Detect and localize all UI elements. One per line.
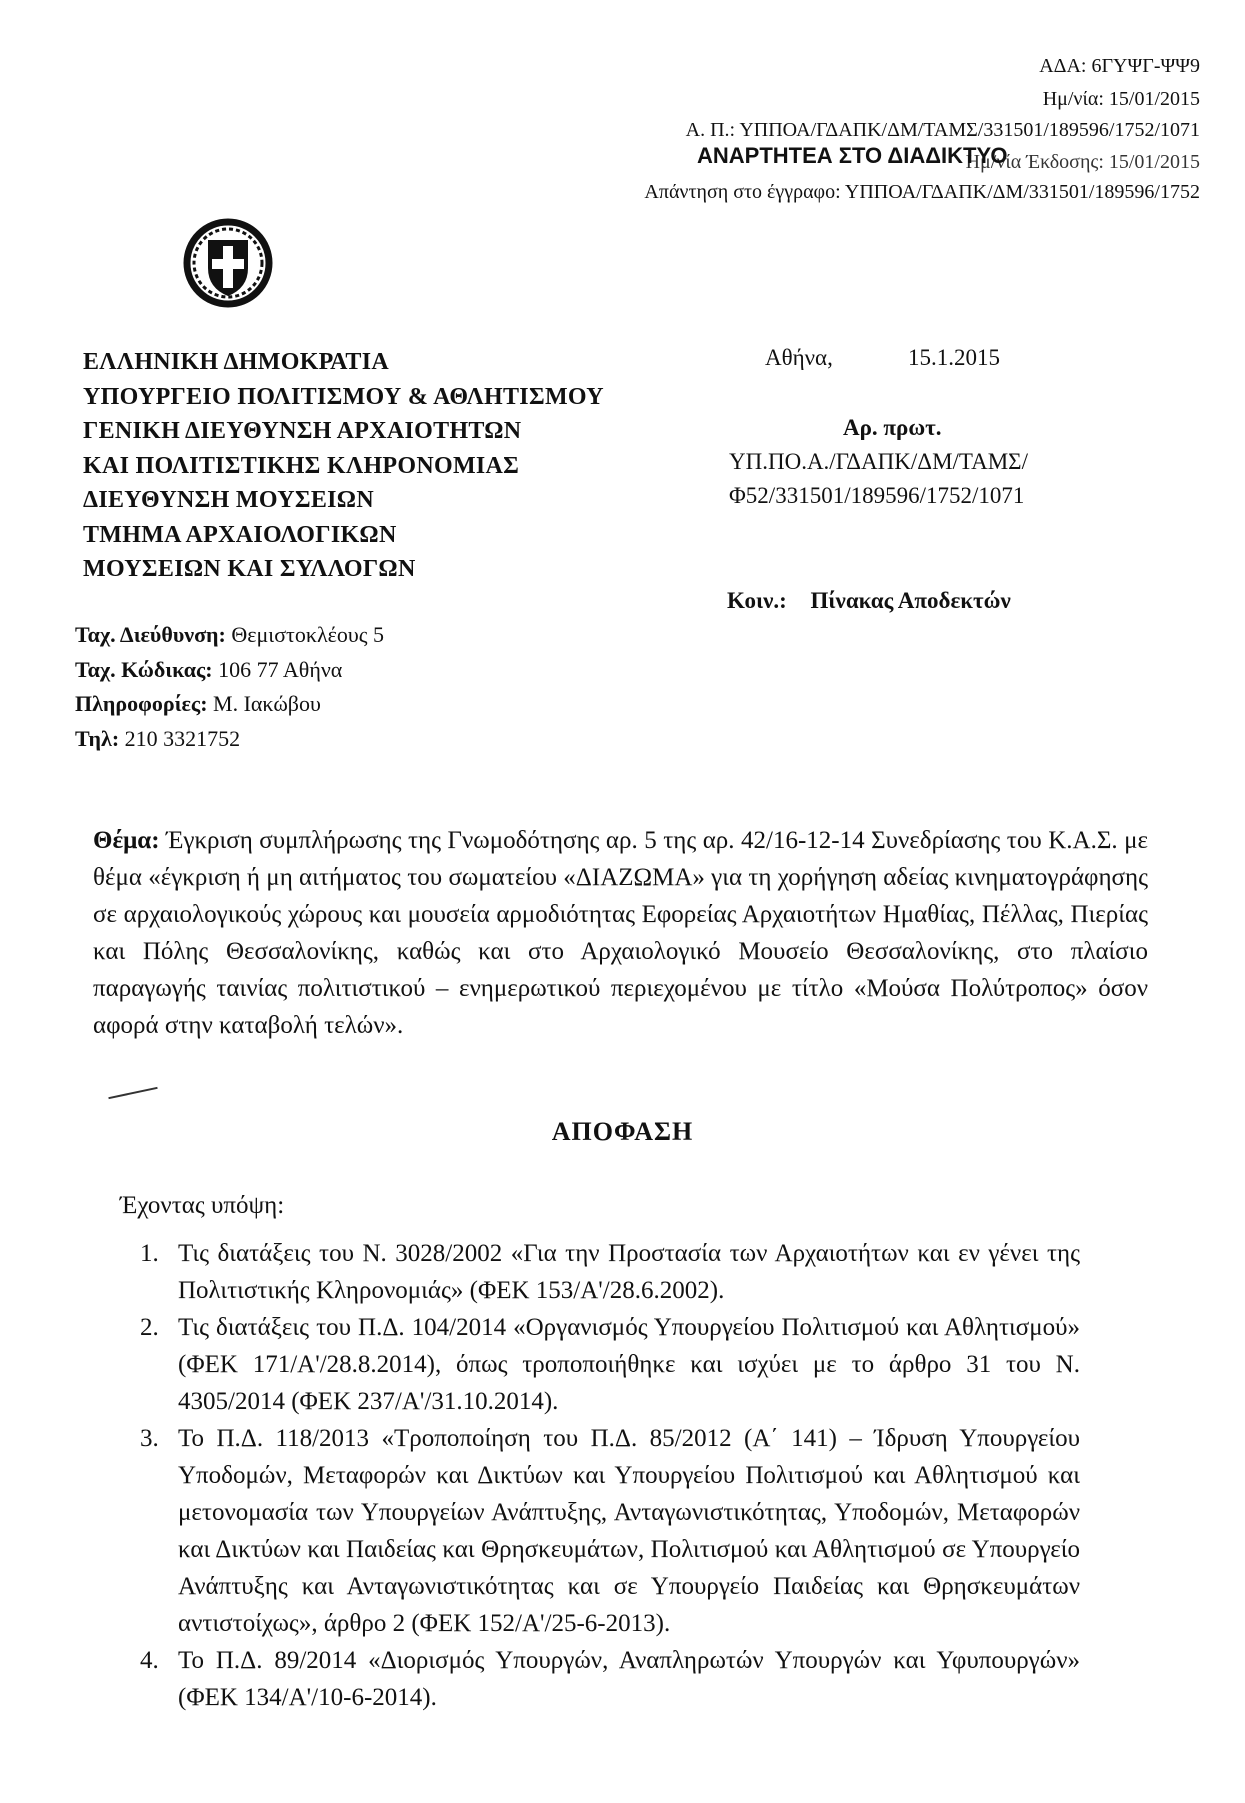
item-number: 1. <box>140 1240 159 1267</box>
ministry-line: ΓΕΝΙΚΗ ΔΙΕΥΘΥΝΣΗ ΑΡΧΑΙΟΤΗΤΩΝ <box>83 418 522 444</box>
protocol-label: Αρ. πρωτ. <box>843 415 942 440</box>
reply-reference: Απάντηση στο έγγραφο: ΥΠΠΟΑ/ΓΔΑΠΚ/ΔΜ/331501/189596/1752 <box>644 181 1200 203</box>
info-value: Μ. Ιακώβου <box>213 691 321 716</box>
item-number: 2. <box>140 1314 159 1341</box>
considerations-list <box>140 1235 1080 1716</box>
cc-line <box>727 588 1011 614</box>
item-text: Τις διατάξεις του Π.Δ. 104/2014 «Οργανισμός Υπουργείου Πολιτισμού και Αθλητισμού» (ΦΕΚ 171/Α'/28.8.2014), όπως τροποποιήθηκε και ισχύει με το άρθρο 31 του Ν. 4305/2014 (ΦΕΚ 237/Α'/31.10.2014). <box>178 1314 1080 1415</box>
list-item <box>140 1420 1080 1642</box>
address-label: Ταχ. Διεύθυνση: <box>75 622 226 647</box>
post-notice: ΑΝΑΡΤΗΤΕΑ ΣΤΟ ΔΙΑΔΙΚΤΥΟ <box>697 143 1008 168</box>
item-text: Τις διατάξεις του Ν. 3028/2002 «Για την Προστασία των Αρχαιοτήτων και εν γένει της Πολιτιστικής Κληρονομιάς» (ΦΕΚ 153/Α'/28.6.2002). <box>178 1240 1080 1304</box>
issue-date: Ημ/νία Έκδοσης: 15/01/2015 <box>965 151 1200 173</box>
subject-label: Θέμα: <box>93 827 160 854</box>
item-text: Το Π.Δ. 118/2013 «Τροποποίηση του Π.Δ. 85/2012 (Α΄ 141) – Ίδρυση Υπουργείου Υποδομών, Μεταφορών και Δικτύων και Υπουργείου Πολιτισμού και Αθλητισμού και μετονομασία των Υπουργείων Ανάπτυξης, Ανταγωνιστικότητας, Υποδομών, Μεταφορών και Δικτύων και Παιδείας και Θρησκευμάτων, Πολιτισμού και Αθλητισμού σε Υπουργείο Ανάπτυξης και Ανταγωνιστικότητας και σε Υπουργείο Παιδείας και Θρησκευμάτων αντιστοίχως», άρθρο 2 (ΦΕΚ 152/Α'/25-6-2013). <box>178 1425 1080 1637</box>
ministry-line: ΤΜΗΜΑ ΑΡΧΑΙΟΛΟΓΙΚΩΝ <box>83 521 397 548</box>
greek-coat-of-arms-emblem <box>183 218 273 308</box>
list-item <box>140 1235 1080 1309</box>
postcode-label: Ταχ. Κώδικας: <box>75 656 213 682</box>
ministry-line: ΔΙΕΥΘΥΝΣΗ ΜΟΥΣΕΙΩΝ <box>83 487 374 513</box>
protocol-line-1: ΥΠ.ΠΟ.Α./ΓΔΑΠΚ/ΔΜ/ΤΑΜΣ/ <box>729 449 1028 474</box>
list-item <box>140 1309 1080 1420</box>
cc-label: Κοιν.: <box>727 588 787 613</box>
ada-protocol: Α. Π.: ΥΠΠΟΑ/ΓΔΑΠΚ/ΔΜ/ΤΑΜΣ/331501/189596/1752/1071 <box>685 119 1200 141</box>
ada-date: Ημ/νία: 15/01/2015 <box>1042 88 1200 110</box>
ministry-line: ΥΠΟΥΡΓΕΙΟ ΠΟΛΙΤΙΣΜΟΥ & ΑΘΛΗΤΙΣΜΟΥ <box>83 383 604 410</box>
info-label: Πληροφορίες: <box>75 691 208 716</box>
postcode-value: 106 77 Αθήνα <box>218 656 343 682</box>
cc-value: Πίνακας Αποδεκτών <box>810 588 1011 613</box>
ada-line: ΑΔΑ: 6ΓΥΨΓ-ΨΨ9 <box>1039 55 1200 77</box>
subject-paragraph <box>93 822 1148 1044</box>
considering-label: Έχοντας υπόψη: <box>120 1192 285 1219</box>
contact-block <box>75 618 384 756</box>
protocol-line-2: Φ52/331501/189596/1752/1071 <box>729 483 1025 508</box>
phone-label: Τηλ: <box>75 725 120 751</box>
phone-value: 210 3321752 <box>124 725 241 751</box>
ministry-line: ΚΑΙ ΠΟΛΙΤΙΣΤΙΚΗΣ ΚΛΗΡΟΝΟΜΙΑΣ <box>83 452 520 479</box>
subject-text: Έγκριση συμπλήρωσης της Γνωμοδότησης αρ. 5 της αρ. 42/16-12-14 Συνεδρίασης του Κ.Α.Σ. με θέμα «έγκριση ή μη αιτήματος του σωματείου «ΔΙΑΖΩΜΑ» για τη χορήγηση αδείας κινηματογράφησης σε αρχαιολογικούς χώρους και μουσεία αρμοδιότητας Εφορείας Αρχαιοτήτων Ημαθίας, Πέλλας, Πιερίας και Πόλης Θεσσαλονίκης, καθώς και στο Αρχαιολογικό Μουσείο Θεσσαλονίκης, στο πλαίσιο παραγωγής ταινίας πολιτιστικού – ενημερωτικού περιεχομένου με τίτλο «Μούσα Πολύτροπος» όσον αφορά στην καταβολή τελών». <box>93 827 1148 1039</box>
ministry-line: ΕΛΛΗΝΙΚΗ ΔΗΜΟΚΡΑΤΙΑ <box>83 349 389 375</box>
city: Αθήνα, <box>765 345 833 370</box>
list-item <box>140 1642 1080 1716</box>
item-number: 3. <box>140 1425 159 1452</box>
address-value: Θεμιστοκλέους 5 <box>231 622 384 647</box>
letter-date: 15.1.2015 <box>908 345 1000 370</box>
ministry-header <box>83 345 604 587</box>
ministry-line: ΜΟΥΣΕΙΩΝ ΚΑΙ ΣΥΛΛΟΓΩΝ <box>83 556 416 582</box>
decision-title: ΑΠΟΦΑΣΗ <box>551 1117 694 1146</box>
item-number: 4. <box>140 1647 159 1674</box>
pen-mark <box>108 1087 157 1099</box>
item-text: Το Π.Δ. 89/2014 «Διορισμός Υπουργών, Αναπληρωτών Υπουργών και Υφυπουργών» (ΦΕΚ 134/Α'/10-6-2014). <box>178 1647 1080 1711</box>
